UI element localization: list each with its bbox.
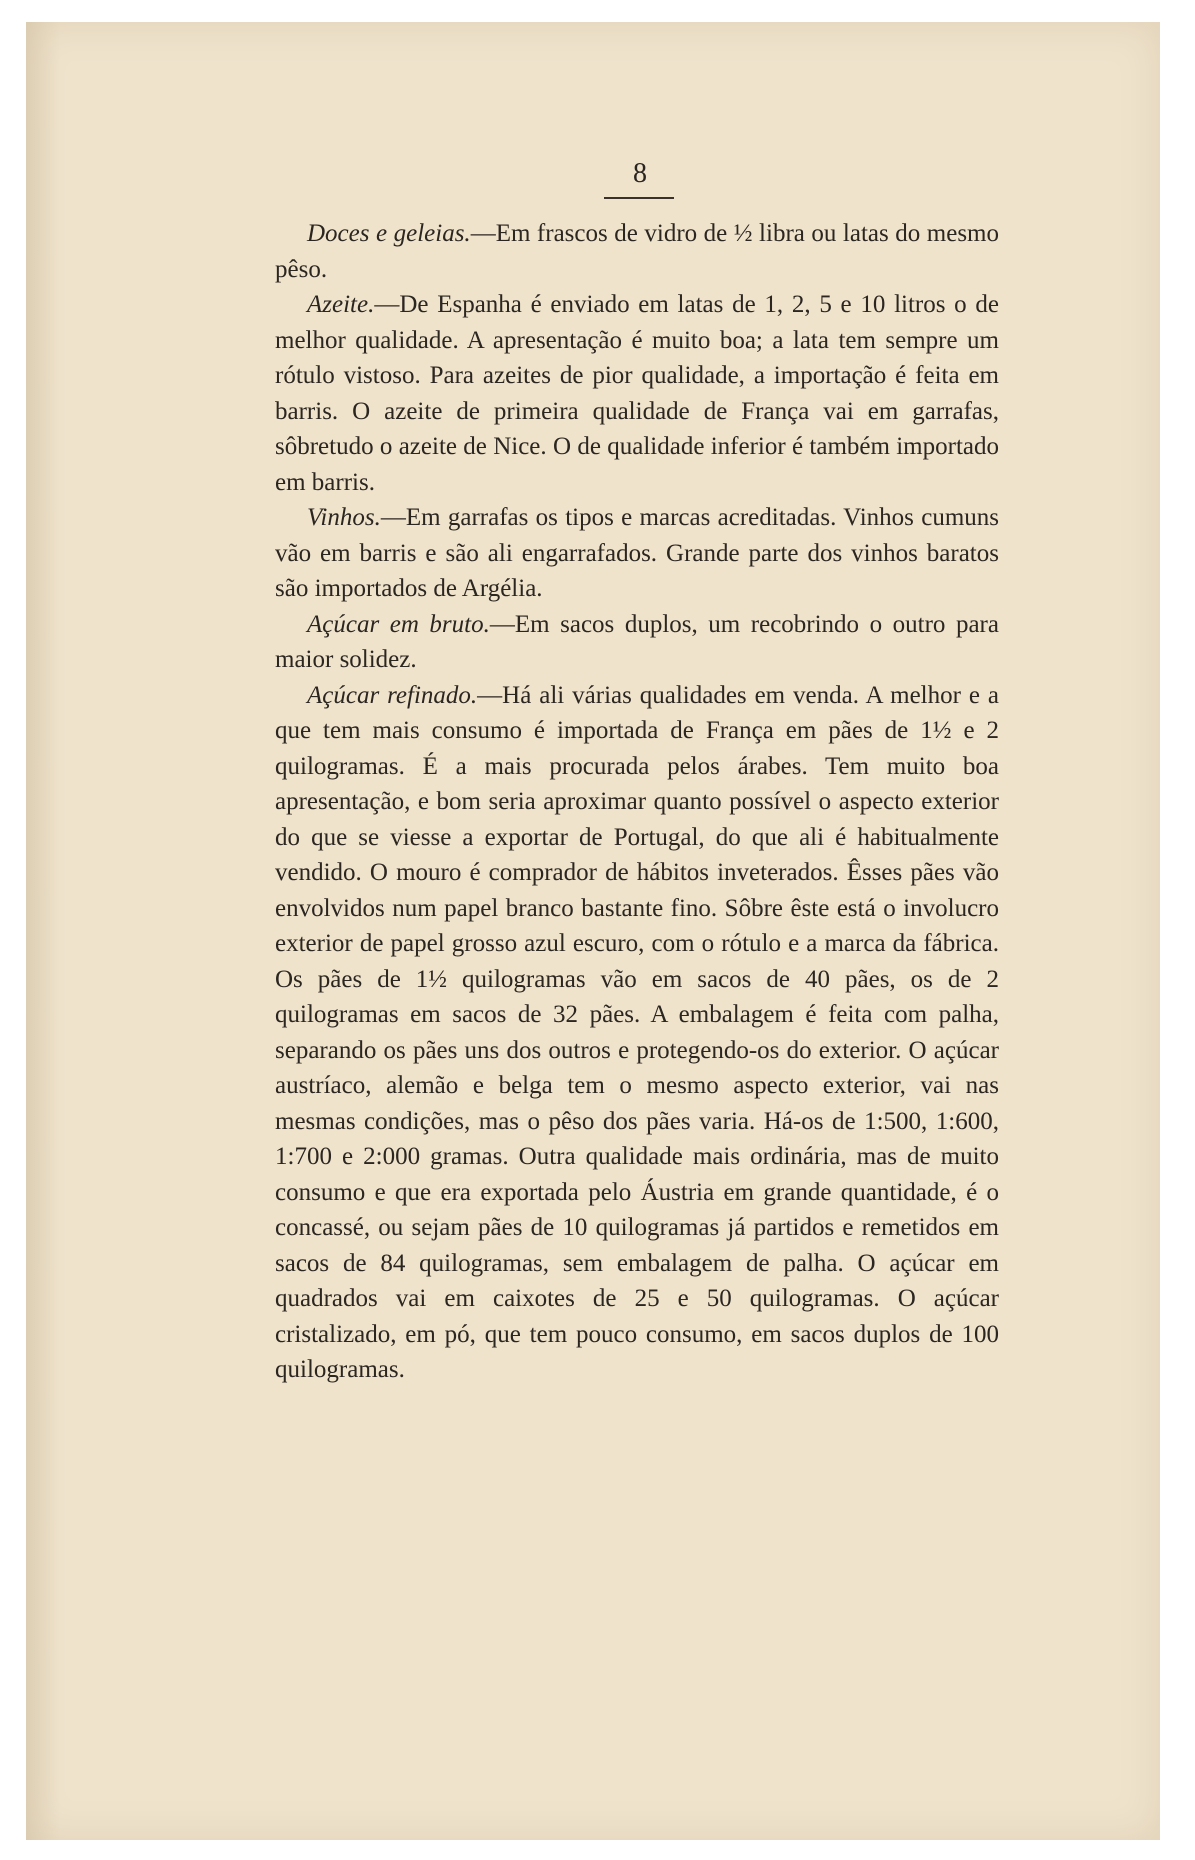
paper-binding-edge: [26, 22, 60, 1840]
paragraph-lead: Vinhos.: [307, 504, 381, 531]
paragraph-lead: Açúcar refinado.: [307, 681, 478, 709]
paragraph-text: —Em frascos de vidro de ½ libra ou latas do mesmo pêso.: [275, 220, 999, 283]
paragraph-lead: Doces e geleias.: [307, 220, 471, 247]
body-text: [275, 216, 999, 1388]
paragraph-azeite: [275, 287, 999, 500]
page-number-rule: [604, 197, 674, 199]
paragraph-text: —Em garrafas os tipos e marcas acreditadas. Vinhos cumuns vão em barris e são ali engarrafados. Grande parte dos vinhos baratos são importados de Argélia.: [275, 504, 999, 602]
paragraph-vinhos: [275, 500, 999, 607]
paragraph-acucar-bruto: [275, 607, 999, 678]
paragraph-lead: Açúcar em bruto.: [307, 610, 490, 638]
paragraph-text: —De Espanha é enviado em latas de 1, 2, 5 e 10 litros o de melhor qualidade. A apresentação é muito boa; a lata tem sempre um rótulo vistoso. Para azeites de pior qualidade, a importação é feita em barris. O azeite de primeira qualidade de França vai em garrafas, sôbretudo o azeite de Nice. O de qualidade inferior é também importado em barris.: [275, 291, 999, 496]
page-number: 8: [633, 158, 647, 189]
paragraph-lead: Azeite.: [307, 291, 375, 318]
paragraph-text: —Há ali várias qualidades em venda. A melhor e a que tem mais consumo é importada de França em pães de 1½ e 2 quilogramas. É a mais procurada pelos árabes. Tem muito boa apresentação, e bom seria aproximar quanto possível o aspecto exterior do que se viesse a exportar de Portugal, do que ali é habitualmente vendido. O mouro é comprador de hábitos inveterados. Êsses pães vão envolvidos num papel branco bastante fino. Sôbre êste está o involucro exterior de papel grosso azul escuro, com o rótulo e a marca da fábrica. Os pães de 1½ quilogramas vão em sacos de 40 pães, os de 2 quilogramas em sacos de 32 pães. A embalagem é feita com palha, separando os pães uns dos outros e protegendo-os do exterior. O açúcar austríaco, alemão e belga tem o mesmo aspecto exterior, vai nas mesmas condições, mas o pêso dos pães varia. Há-os de 1:500, 1:600, 1:700 e 2:000 gramas. Outra qualidade mais ordinária, mas de muito consumo e que era exportada pelo Áustria em grande quantidade, é o concassé, ou sejam pães de 10 quilogramas já partidos e remetidos em sacos de 84 quilogramas, sem embalagem de palha. O açúcar em quadrados vai em caixotes de 25 e 50 quilogramas. O açúcar cristalizado, em pó, que tem pouco consumo, em sacos duplos de 100 quilogramas.: [275, 681, 999, 1383]
paragraph-text: —Em sacos duplos, um recobrindo o outro para maior solidez.: [275, 610, 999, 673]
paragraph-doces: [275, 216, 999, 287]
paragraph-acucar-refinado: [275, 678, 999, 1388]
